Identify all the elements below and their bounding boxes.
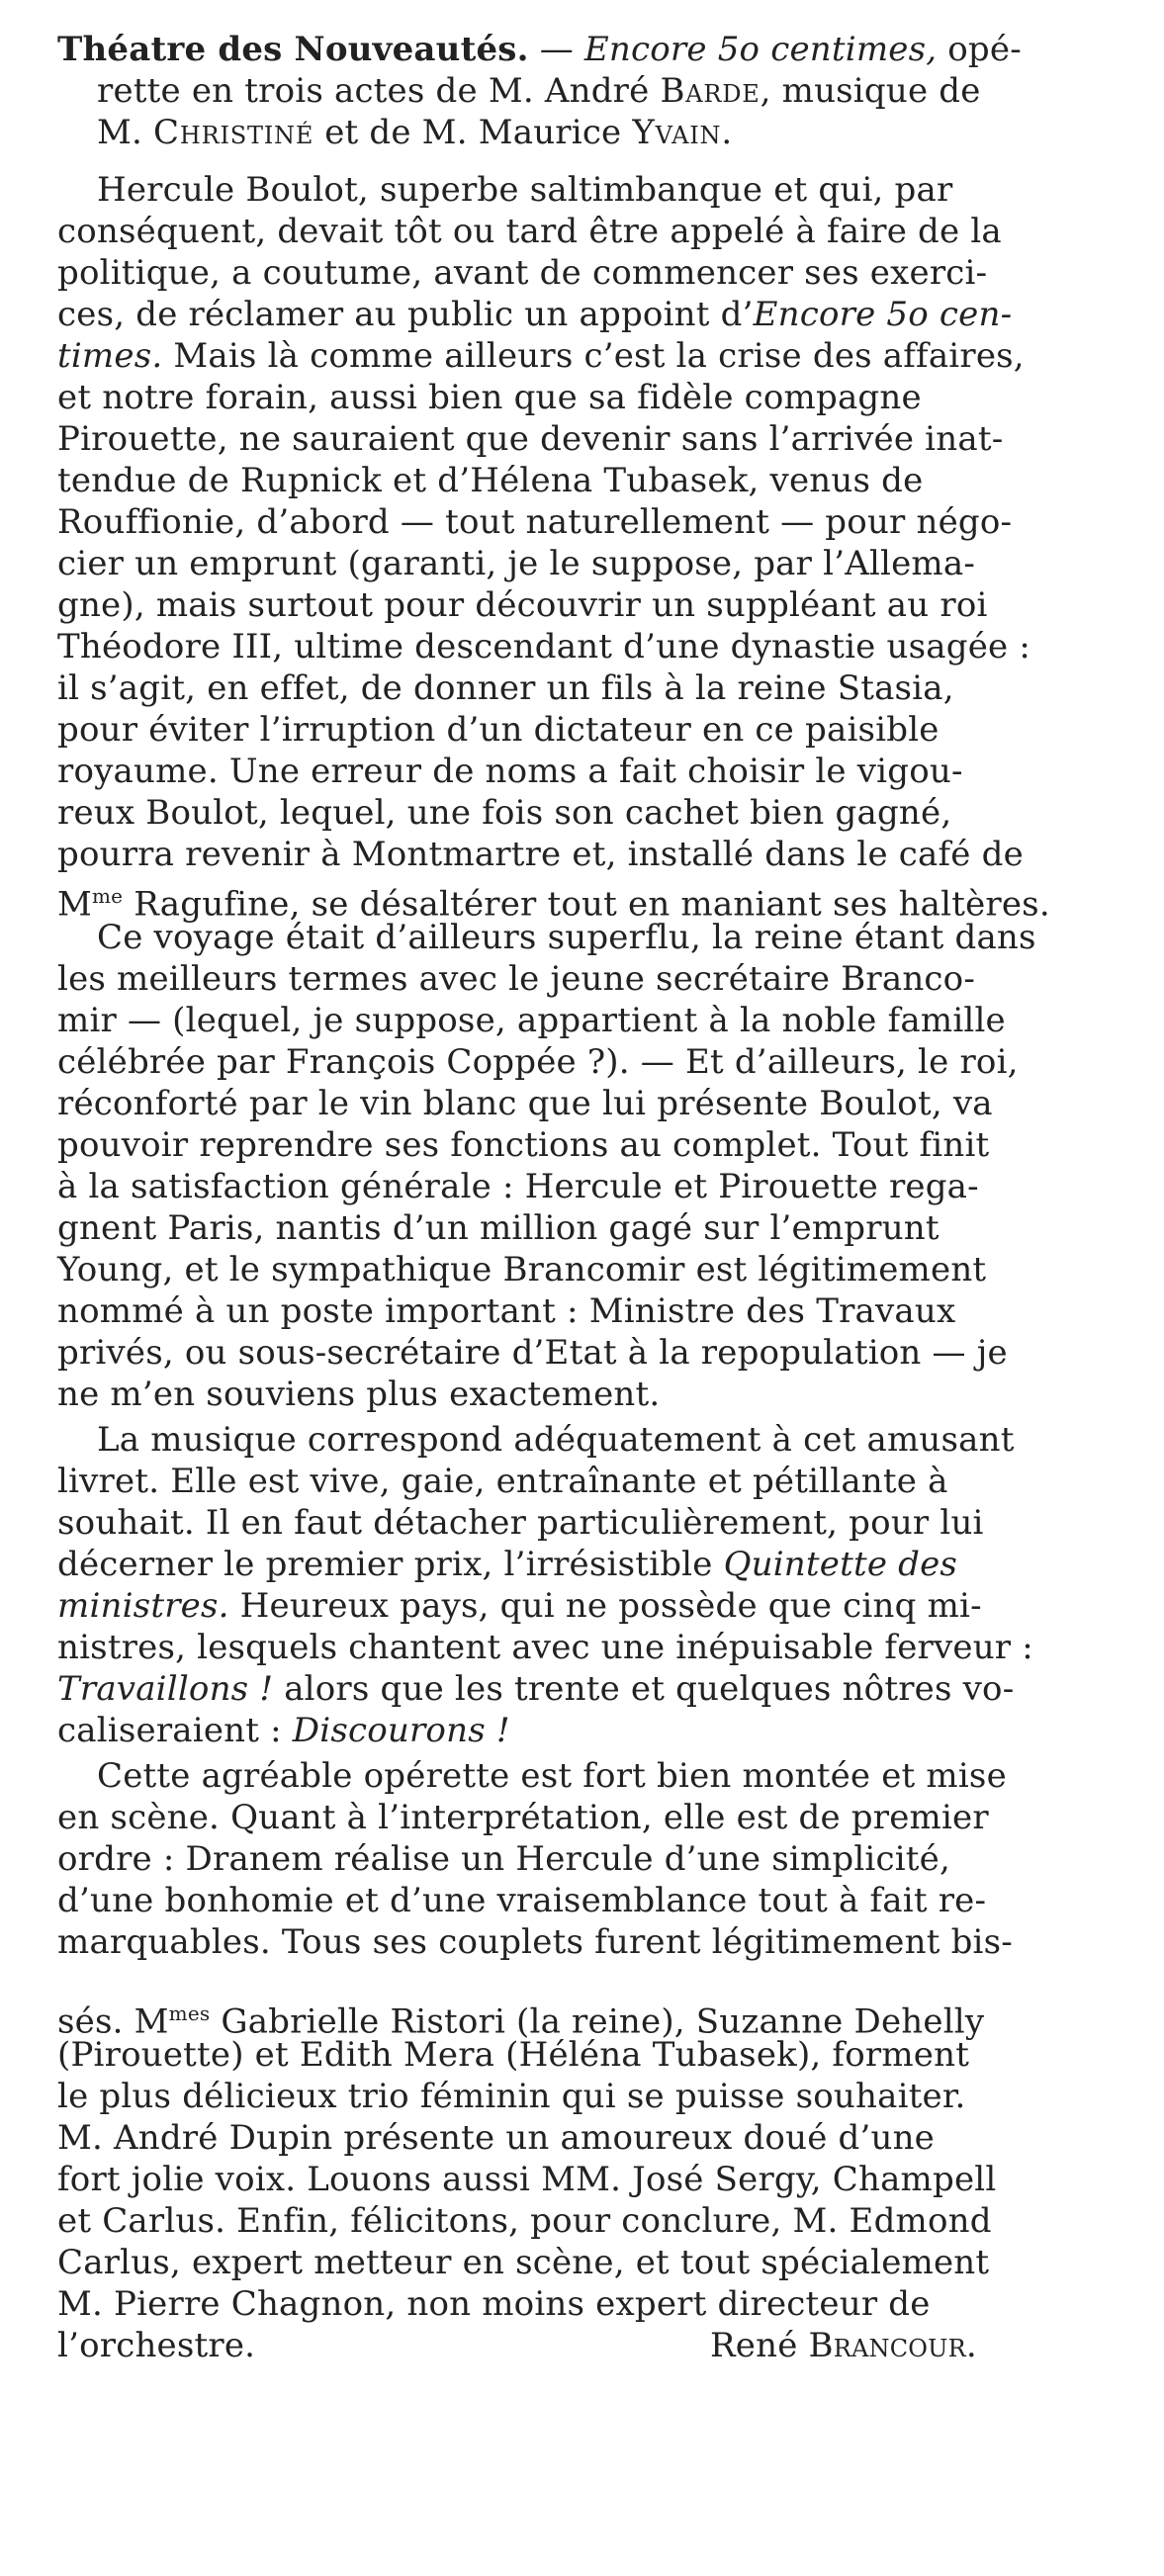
work-title: Encore 5o centimes, xyxy=(583,30,938,69)
text-fragment: rette en trois actes de M. André xyxy=(97,71,661,111)
text-line: ne m’en souviens plus exactement. xyxy=(57,1375,661,1414)
heading-line-1 xyxy=(57,30,1022,69)
text-line: royaume. Une erreur de noms a fait choisir le vigou- xyxy=(57,752,963,791)
text-fragment: sés. M xyxy=(57,2001,169,2042)
text-line: gnent Paris, nantis d’un million gagé sur l’emprunt xyxy=(57,1208,940,1248)
text-fragment: alors que les trente et quelques nôtres vo- xyxy=(273,1669,1015,1709)
text-line: Pirouette, ne sauraient que devenir sans l’arrivée inat- xyxy=(57,419,1004,459)
text-line: les meilleurs termes avec le jeune secrétaire Branco- xyxy=(57,959,976,999)
text-line: livret. Elle est vive, gaie, entraînante et pétillante à xyxy=(57,1462,948,1501)
work-title-inline: Encore 5o cen- xyxy=(753,295,1013,334)
text-line: politique, a coutume, avant de commencer ses exerci- xyxy=(57,253,988,293)
text-line: Hercule Boulot, superbe saltimbanque et qui, par xyxy=(97,170,953,210)
text-line: ordre : Dranem réalise un Hercule d’une simplicité, xyxy=(57,1839,950,1879)
text-fragment: décerner le premier prix, l’irrésistible xyxy=(57,1545,724,1584)
text-line: (Pirouette) et Edith Mera (Héléna Tubasek), forment xyxy=(57,2035,970,2075)
signature xyxy=(710,2326,977,2365)
text-line: nistres, lesquels chantent avec une inépuisable ferveur : xyxy=(57,1628,1033,1667)
text-line: privés, ou sous-secrétaire d’Etat à la repopulation — je xyxy=(57,1333,1008,1373)
text-line: Théodore III, ultime descendant d’une dynastie usagée : xyxy=(57,627,1031,666)
author-name: Barde xyxy=(660,71,761,111)
text-line xyxy=(57,1669,1014,1709)
composer-name: Christiné xyxy=(153,113,314,152)
text-line xyxy=(57,1586,982,1626)
text-line: fort jolie voix. Louons aussi MM. José Sergy, Champell xyxy=(57,2160,997,2199)
signature-first-name: René xyxy=(710,2326,809,2365)
text-line: Ce voyage était d’ailleurs superflu, la reine étant dans xyxy=(97,918,1036,957)
text-line: et notre forain, aussi bien que sa fidèle compagne xyxy=(57,378,922,417)
text-line xyxy=(57,295,1012,334)
quoted-word: Discourons ! xyxy=(292,1711,510,1750)
composer-name-2: Yvain xyxy=(632,113,722,152)
text-line: Carlus, expert metteur en scène, et tout spécialement xyxy=(57,2243,990,2282)
text-line: gne), mais surtout pour découvrir un suppléant au roi xyxy=(57,585,988,625)
text-line xyxy=(57,336,1025,376)
text-fragment: Mais là comme ailleurs c’est la crise des affaires, xyxy=(162,336,1025,376)
text-line: et Carlus. Enfin, félicitons, pour conclure, M. Edmond xyxy=(57,2201,992,2241)
text-line: Rouffionie, d’abord — tout naturellement — pour négo- xyxy=(57,502,1013,542)
work-title-inline: times. xyxy=(57,336,163,376)
piece-title: Quintette des xyxy=(723,1545,958,1584)
text-line: pour éviter l’irruption d’un dictateur en ce paisible xyxy=(57,710,940,750)
theatre-name: Théatre des Nouveautés. xyxy=(57,30,529,69)
text-line: le plus délicieux trio féminin qui se puisse souhaiter. xyxy=(57,2077,966,2116)
text-line: reux Boulot, lequel, une fois son cachet bien gagné, xyxy=(57,793,952,833)
text-line: il s’agit, en effet, de donner un fils à la reine Stasia, xyxy=(57,668,954,708)
text-line: La musique correspond adéquatement à cet amusant xyxy=(97,1420,1015,1460)
text-fragment: opé- xyxy=(937,30,1022,69)
text-fragment: ces, de réclamer au public un appoint d’ xyxy=(57,295,754,334)
text-line: Young, et le sympathique Brancomir est légitimement xyxy=(57,1250,987,1289)
text-fragment: Heureux pays, qui ne possède que cinq mi- xyxy=(228,1586,982,1626)
text-line: réconforté par le vin blanc que lui présente Boulot, va xyxy=(57,1084,993,1123)
text-line: M. André Dupin présente un amoureux doué d’une xyxy=(57,2118,936,2158)
text-fragment: , musique de xyxy=(760,71,981,111)
dash: — xyxy=(528,30,584,69)
heading-line-2 xyxy=(97,71,981,111)
text-fragment: caliseraient : xyxy=(57,1711,293,1750)
text-fragment: M. xyxy=(97,113,154,152)
text-line: souhait. Il en faut détacher particulièrement, pour lui xyxy=(57,1503,984,1543)
text-line: pouvoir reprendre ses fonctions au complet. Tout finit xyxy=(57,1125,990,1165)
text-line: marquables. Tous ses couplets furent légitimement bis- xyxy=(57,1922,1013,1962)
text-line: d’une bonhomie et d’une vraisemblance tout à fait re- xyxy=(57,1881,987,1920)
text-line: célébrée par François Coppée ?). — Et d’ailleurs, le roi, xyxy=(57,1042,1019,1082)
text-line: en scène. Quant à l’interprétation, elle est de premier xyxy=(57,1798,989,1837)
piece-title: ministres. xyxy=(57,1586,229,1626)
text-fragment: . xyxy=(965,2326,977,2365)
text-fragment: M xyxy=(57,884,93,925)
text-line: pourra revenir à Montmartre et, installé dans le café de xyxy=(57,835,1024,874)
text-line: l’orchestre. xyxy=(57,2326,256,2365)
heading-line-3 xyxy=(97,113,732,152)
text-line: à la satisfaction générale : Hercule et Pirouette rega- xyxy=(57,1167,979,1206)
quoted-word: Travaillons ! xyxy=(57,1669,274,1709)
superscript: me xyxy=(92,884,124,908)
text-fragment: . xyxy=(721,113,733,152)
text-fragment: Gabrielle Ristori (la reine), Suzanne Dehelly xyxy=(210,2001,985,2042)
text-line: nommé à un poste important : Ministre des Travaux xyxy=(57,1291,956,1331)
text-line: cier un emprunt (garanti, je le suppose, par l’Allema- xyxy=(57,544,976,583)
text-line: tendue de Rupnick et d’Hélena Tubasek, venus de xyxy=(57,461,924,500)
text-line: conséquent, devait tôt ou tard être appelé à faire de la xyxy=(57,212,1002,251)
signature-last-name: Brancour xyxy=(808,2326,966,2365)
text-fragment: Ragufine, se désaltérer tout en maniant ses haltères. xyxy=(123,884,1050,925)
text-line xyxy=(57,1711,510,1750)
superscript: mes xyxy=(168,2001,211,2025)
text-fragment: et de M. Maurice xyxy=(313,113,633,152)
text-line: M. Pierre Chagnon, non moins expert directeur de xyxy=(57,2284,931,2324)
text-line xyxy=(57,1545,957,1584)
text-line: Cette agréable opérette est fort bien montée et mise xyxy=(97,1756,1007,1796)
text-line: mir — (lequel, je suppose, appartient à la noble famille xyxy=(57,1001,1006,1040)
